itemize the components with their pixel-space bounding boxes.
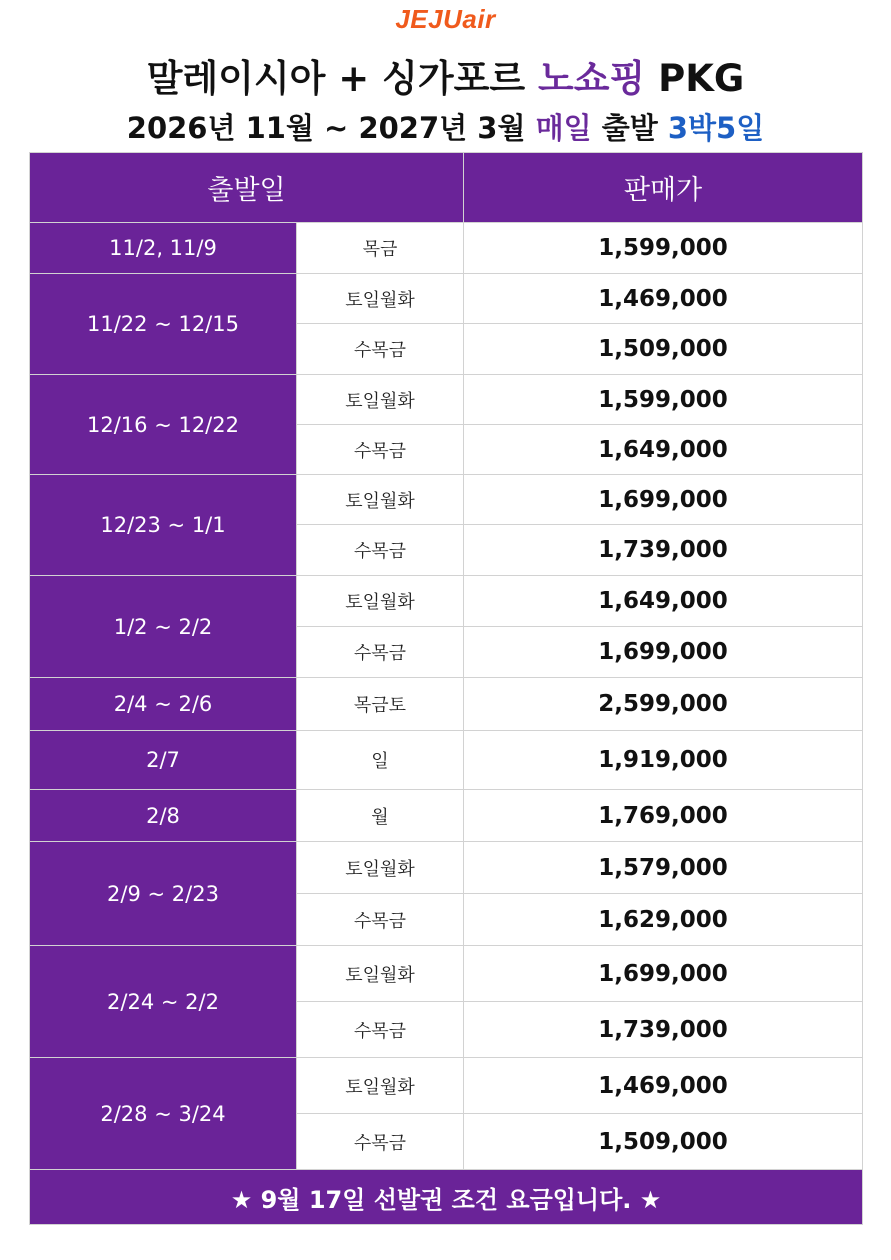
price-cell: 1,699,000 (464, 946, 863, 1002)
table-row (30, 678, 863, 731)
subtitle-period: 2026년 11월 ~ 2027년 3월 (126, 111, 536, 145)
weekday-cell: 토일월화 (297, 475, 464, 525)
title-part-3: PKG (645, 57, 745, 100)
price-cell: 1,739,000 (464, 1002, 863, 1058)
header-departure-date: 출발일 (30, 153, 464, 223)
price-cell: 1,699,000 (464, 627, 863, 678)
price-cell: 1,579,000 (464, 842, 863, 894)
table-row (30, 223, 863, 274)
table-row (30, 475, 863, 525)
weekday-cell: 월 (297, 790, 464, 842)
departure-date-cell: 11/22 ~ 12/15 (30, 274, 297, 375)
table-row (30, 842, 863, 894)
header-sale-price: 판매가 (464, 153, 863, 223)
weekday-cell: 토일월화 (297, 1058, 464, 1114)
weekday-cell: 토일월화 (297, 946, 464, 1002)
logo-text-air: air (462, 4, 496, 34)
table-row (30, 946, 863, 1002)
table-row (30, 576, 863, 627)
logo-text-jeju: JEJU (395, 4, 463, 34)
departure-date-cell: 12/23 ~ 1/1 (30, 475, 297, 576)
weekday-cell: 수목금 (297, 1114, 464, 1170)
fare-condition-note: ★ 9월 17일 선발권 조건 요금입니다. ★ (30, 1170, 863, 1225)
weekday-cell: 토일월화 (297, 576, 464, 627)
weekday-cell: 수목금 (297, 425, 464, 475)
price-cell: 1,629,000 (464, 894, 863, 946)
title-part-1: 말레이시아 + 싱가포르 (146, 57, 539, 100)
departure-date-cell: 2/8 (30, 790, 297, 842)
table-header-row (30, 153, 863, 223)
price-cell: 1,599,000 (464, 223, 863, 274)
table-row (30, 375, 863, 425)
weekday-cell: 수목금 (297, 324, 464, 375)
departure-date-cell: 2/7 (30, 731, 297, 790)
page-subtitle (0, 106, 891, 147)
weekday-cell: 토일월화 (297, 375, 464, 425)
price-cell: 1,649,000 (464, 576, 863, 627)
price-cell: 1,739,000 (464, 525, 863, 576)
price-cell: 1,919,000 (464, 731, 863, 790)
weekday-cell: 목금 (297, 223, 464, 274)
weekday-cell: 수목금 (297, 1002, 464, 1058)
subtitle-highlight-duration: 3박5일 (667, 111, 765, 145)
price-cell: 1,509,000 (464, 1114, 863, 1170)
departure-date-cell: 11/2, 11/9 (30, 223, 297, 274)
price-table (29, 152, 863, 1225)
weekday-cell: 수목금 (297, 525, 464, 576)
subtitle-departure: 출발 (591, 111, 668, 145)
jejuair-logo (0, 4, 891, 35)
table-row (30, 731, 863, 790)
weekday-cell: 일 (297, 731, 464, 790)
price-cell: 1,509,000 (464, 324, 863, 375)
table-footer-row (30, 1170, 863, 1225)
table-row (30, 790, 863, 842)
weekday-cell: 토일월화 (297, 842, 464, 894)
departure-date-cell: 2/4 ~ 2/6 (30, 678, 297, 731)
page-title (0, 48, 891, 102)
title-highlight-noshopping: 노쇼핑 (538, 57, 646, 100)
price-cell: 1,599,000 (464, 375, 863, 425)
weekday-cell: 수목금 (297, 894, 464, 946)
weekday-cell: 수목금 (297, 627, 464, 678)
price-cell: 2,599,000 (464, 678, 863, 731)
price-cell: 1,469,000 (464, 274, 863, 324)
table-row (30, 274, 863, 324)
departure-date-cell: 2/24 ~ 2/2 (30, 946, 297, 1058)
table-row (30, 1058, 863, 1114)
departure-date-cell: 2/9 ~ 2/23 (30, 842, 297, 946)
departure-date-cell: 1/2 ~ 2/2 (30, 576, 297, 678)
departure-date-cell: 2/28 ~ 3/24 (30, 1058, 297, 1170)
subtitle-highlight-daily: 매일 (535, 111, 592, 145)
price-cell: 1,469,000 (464, 1058, 863, 1114)
price-cell: 1,649,000 (464, 425, 863, 475)
weekday-cell: 토일월화 (297, 274, 464, 324)
weekday-cell: 목금토 (297, 678, 464, 731)
price-cell: 1,699,000 (464, 475, 863, 525)
price-cell: 1,769,000 (464, 790, 863, 842)
departure-date-cell: 12/16 ~ 12/22 (30, 375, 297, 475)
